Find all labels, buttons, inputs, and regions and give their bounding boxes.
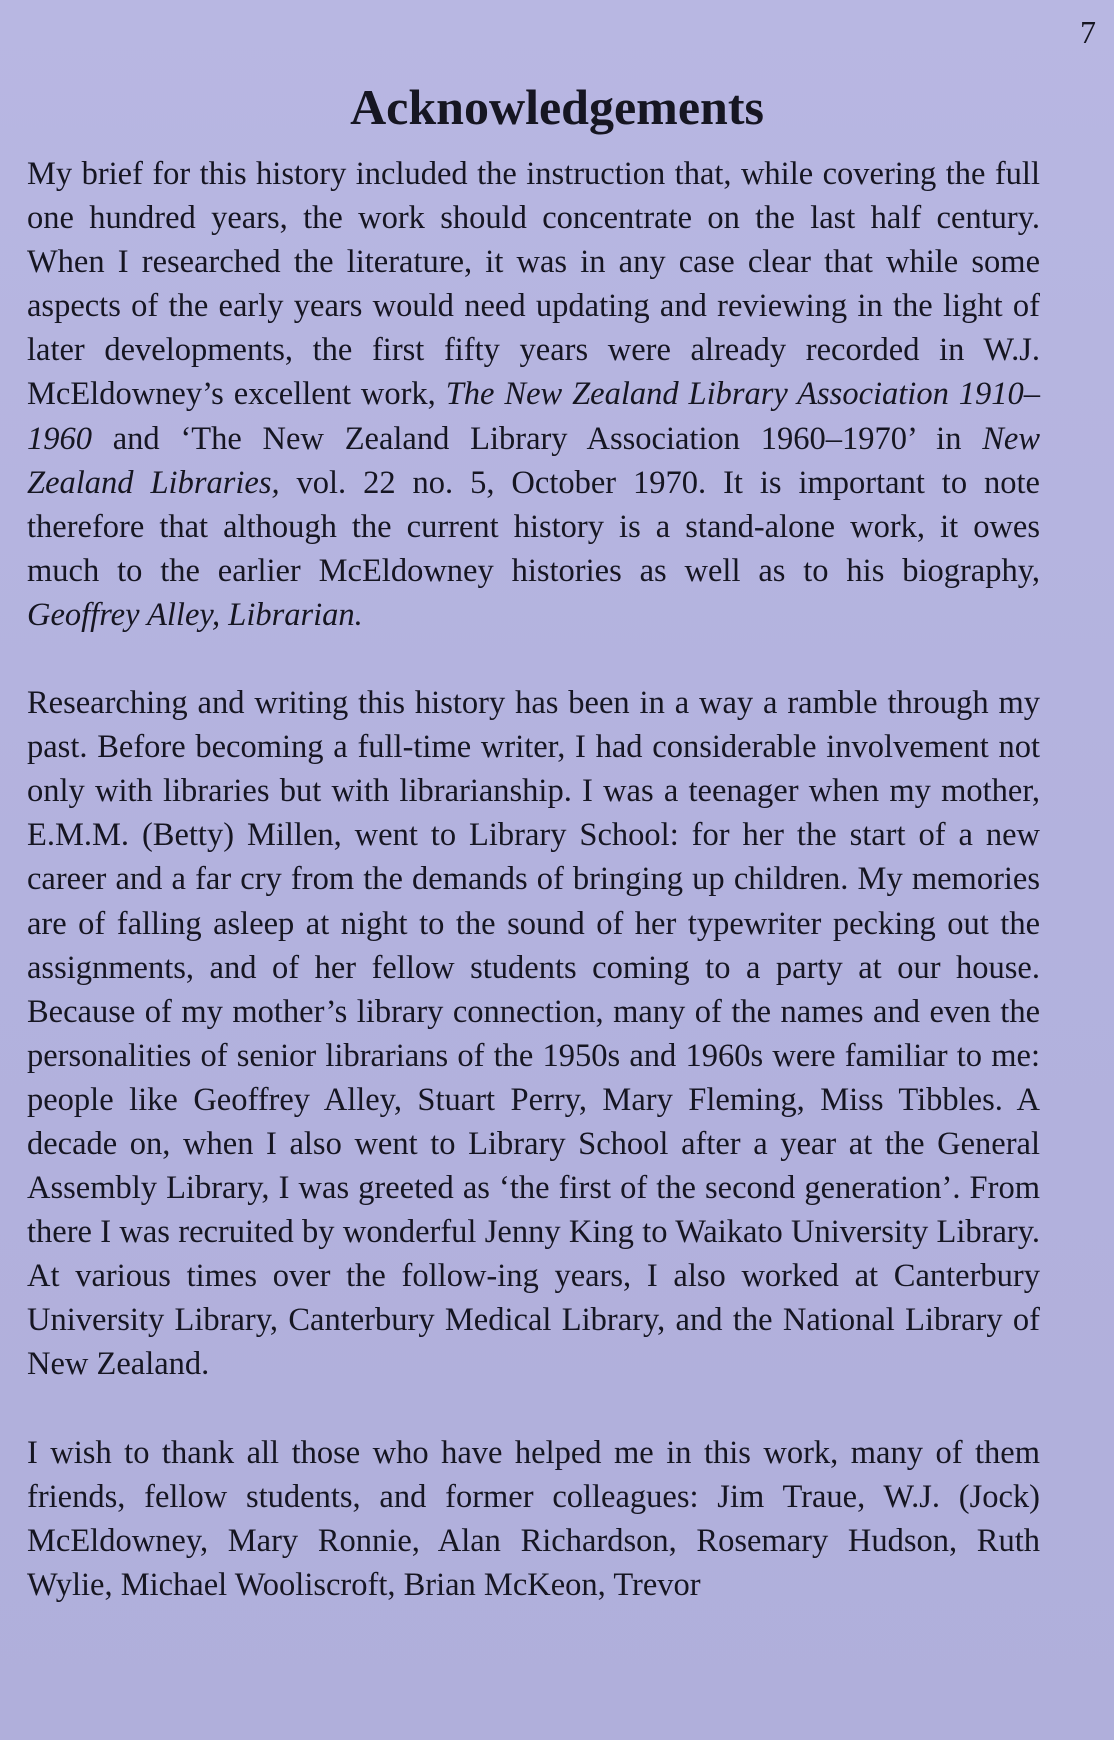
paragraph-1-text: My brief for this history included the instruction that, while covering the full one hundred years, the work should concentrate on the last half century. When I researched the literature, it was in any case clear that while some aspects of the early years would need updating and reviewing in the light of later developments, the first fifty years were already recorded in W.J. McEldowney’s excellent work, xyxy=(27,156,1040,413)
paragraph-1 xyxy=(27,152,1040,637)
paragraph-1-text: and ‘The New Zealand Library Association 1960–1970’ in xyxy=(92,420,983,457)
page-number: 7 xyxy=(1080,14,1096,50)
body-text xyxy=(27,152,1040,1607)
book-title-geoffrey-alley: Geoffrey Alley, Librarian. xyxy=(27,596,363,633)
journal-title-nz-libraries: New Zealand Libraries, xyxy=(27,420,1040,501)
book-title-nzla-1910-1960: The New Zealand Library Association 1910–1960 xyxy=(27,376,1041,457)
page-title: Acknowledgements xyxy=(350,79,764,135)
paragraph-3-text: I wish to thank all those who have helped me in this work, many of them friends, fellow students, and former colleagues: Jim Traue, W.J. (Jock) McEldowney, Mary Ronnie, Alan Richardson, Rosemary Hudson, Ruth Wylie, Michael Wooliscroft, Brian McKeon, Trevor xyxy=(27,1434,1040,1603)
paragraph-3 xyxy=(27,1431,1040,1607)
paragraph-2 xyxy=(27,681,1040,1387)
paragraph-2-text: Researching and writing this history has been in a way a ramble through my past. Before becoming a full-time writer, I had considerable involvement not only with libraries but with librarianship. I was a teenager when my mother, E.M.M. (Betty) Millen, went to Library School: for her the start of a new career and a far cry from the demands of bringing up children. My memories are of falling asleep at night to the sound of her typewriter pecking out the assignments, and of her fellow students coming to a party at our house. Because of my mother’s library connection, many of the names and even the personalities of senior librarians of the 1950s and 1960s were familiar to me: people like Geoffrey Alley, Stuart Perry, Mary Fleming, Miss Tibbles. A decade on, when I also went to Library School after a year at the General Assembly Library, I was greeted as ‘the first of the second generation’. From there I was recruited by wonderful Jenny King to Waikato University Library. At various times over the follow-ing years, I also worked at Canterbury University Library, Canterbury Medical Library, and the National Library of New Zealand. xyxy=(27,685,1040,1383)
paragraph-1-text: vol. 22 no. 5, October 1970. It is important to note therefore that although the current history is a stand-alone work, it owes much to the earlier McEldowney histories as well as to his biography, xyxy=(27,464,1040,589)
